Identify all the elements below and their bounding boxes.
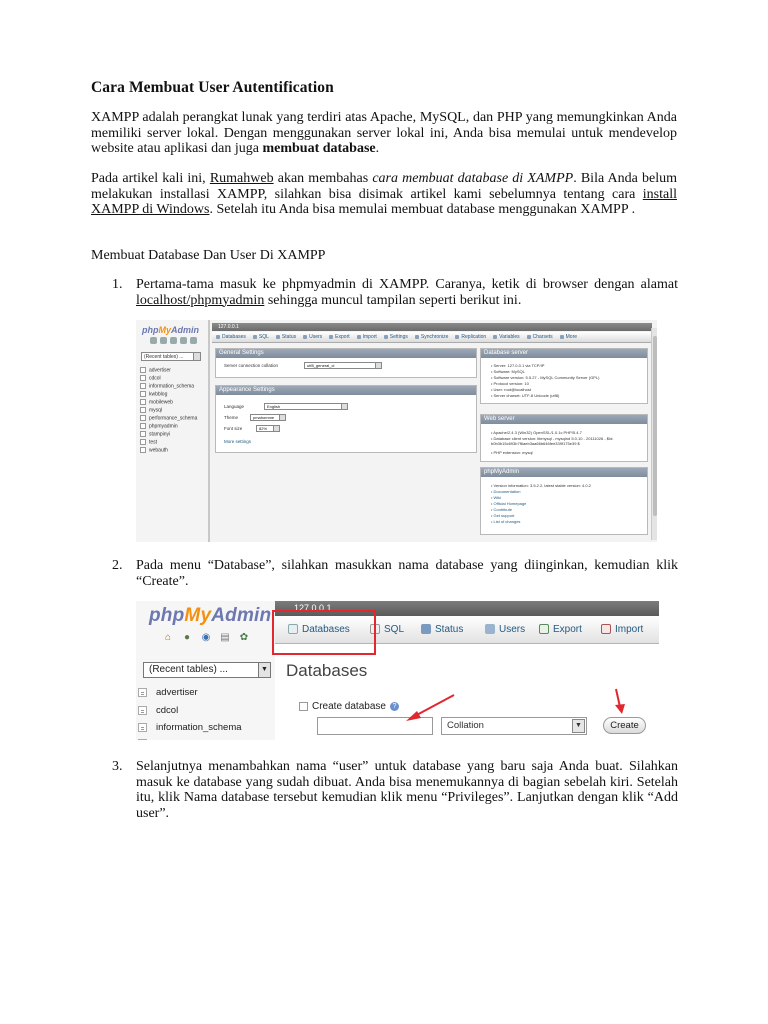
annotation-highlight-box: [272, 610, 376, 655]
bold-phrase: membuat database: [262, 141, 376, 156]
database-icon: [138, 723, 147, 732]
phpmyadmin-home-screenshot: [136, 320, 657, 542]
sidebar-db-item[interactable]: cdcol: [138, 705, 178, 717]
panel-title: Appearance Settings: [216, 386, 476, 395]
article-paragraph: Pada artikel kali ini, Rumahweb akan membahas cara membuat database di XAMPP. Bila Anda belum melakukan installasi XAMPP, silahkan bisa disimak artikel kami sebelumnya tentang cara install XAMPP di Windows. Setelah itu Anda bisa memulai membuat database menggunakan XAMPP .: [91, 171, 678, 217]
sidebar-db-item[interactable]: phpmyadmin: [140, 423, 178, 429]
step-number: 3.: [112, 759, 123, 774]
main-tabs: [212, 332, 652, 343]
tab-settings[interactable]: Settings: [384, 334, 408, 340]
collation-select[interactable]: Collation ▼: [441, 717, 587, 735]
database-icon: [138, 706, 147, 715]
sidebar-db-item[interactable]: information_schema: [140, 383, 194, 389]
intro-paragraph: XAMPP adalah perangkat lunak yang terdiri atas Apache, MySQL, dan PHP yang memungkinkan Anda memiliki server lokal. Dengan menggunakan server lokal ini, Anda bisa memulai untuk mendevelop website atau aplikasi dan juga membuat database.: [91, 110, 677, 156]
export-icon: [539, 624, 549, 634]
sidebar-db-item[interactable]: cdcol: [140, 375, 161, 381]
chevron-down-icon: ▼: [572, 719, 585, 733]
navigation-sidebar: [136, 320, 210, 542]
import-icon: [601, 624, 611, 634]
fontsize-label: Font size: [224, 426, 243, 431]
fontsize-select[interactable]: 82%: [256, 425, 280, 432]
step-number: 1.: [112, 277, 123, 292]
web-server-panel: [480, 414, 648, 462]
tab-export[interactable]: Export: [539, 624, 582, 635]
tab-sql[interactable]: SQL: [253, 334, 269, 340]
sidebar-db-item[interactable]: test: [140, 439, 157, 445]
exit-icon[interactable]: ●: [183, 632, 191, 643]
sidebar-db-item-partial[interactable]: [138, 738, 156, 740]
changes-link[interactable]: • List of changes: [491, 519, 520, 524]
support-link[interactable]: • Get support: [491, 513, 514, 518]
sidebar-db-item[interactable]: performance_schema: [140, 415, 197, 421]
collation-select[interactable]: utf8_general_ci: [304, 362, 382, 369]
settings-icon[interactable]: [190, 337, 197, 344]
navigation-sidebar: [136, 601, 275, 740]
sidebar-db-item[interactable]: advertiser: [138, 687, 198, 699]
tab-users[interactable]: Users: [303, 334, 322, 340]
rumahweb-link[interactable]: Rumahweb: [209, 171, 274, 186]
sidebar-db-item[interactable]: mysql: [140, 407, 162, 413]
more-settings-link[interactable]: More settings: [224, 439, 252, 444]
documentation-link[interactable]: • Documentation: [491, 489, 520, 494]
query-icon[interactable]: [170, 337, 177, 344]
phpmyadmin-logo: phpMyAdmin: [142, 325, 200, 335]
nav-icons: [150, 337, 197, 345]
tab-databases[interactable]: Databases: [216, 334, 246, 340]
users-icon: [485, 624, 495, 634]
database-server-panel: [480, 348, 648, 404]
step-text: Selanjutnya menambahkan nama “user” untuk database yang baru saja Anda buat. Silahkan masuk ke database yang sudah dibuat. Anda bisa menemukannya di bagian sebelah kiri. Setelah itu, klik Nama database tersebut kemudian klik menu “Privileges”. Lanjutkan dengan klik “Add user”.: [136, 759, 678, 821]
query-window-icon[interactable]: ◉: [201, 632, 211, 643]
tab-status[interactable]: Status: [421, 624, 463, 635]
tab-databases[interactable]: Databases: [288, 624, 350, 635]
theme-select[interactable]: pmahomme: [250, 414, 286, 421]
tab-import[interactable]: Import: [357, 334, 377, 340]
create-database-label: Create database ?: [299, 701, 399, 712]
tab-synchronize[interactable]: Synchronize: [415, 334, 449, 340]
step-text: Pada menu “Database”, silahkan masukkan nama database yang diinginkan, kemudian klik “Create”.: [136, 558, 678, 589]
info-item: • Apache/2.4.3 (Win32) OpenSSL/1.0.1c PHP/5.4.7: [491, 430, 582, 435]
scrollbar[interactable]: [651, 328, 657, 540]
info-item: • Software: MySQL: [491, 369, 525, 374]
info-item: • Version information: 3.5.2.2, latest stable version: 4.0.2: [491, 483, 591, 488]
panel-title: Database server: [481, 349, 647, 358]
create-db-icon: [299, 702, 308, 711]
info-item: • PHP extension: mysql: [491, 450, 533, 455]
step-text: Pertama-tama masuk ke phpmyadmin di XAMPP. Caranya, ketik di browser dengan alamat localhost/phpmyadmin sehingga muncul tampilan seperti berikut ini.: [136, 277, 678, 308]
recent-tables-select[interactable]: (Recent tables) ... ▼: [143, 662, 271, 678]
tab-replication[interactable]: Replication: [455, 334, 486, 340]
sidebar-db-item[interactable]: webauth: [140, 447, 168, 453]
databases-heading: Databases: [286, 661, 368, 680]
panel-title: phpMyAdmin: [481, 468, 647, 477]
tab-sql[interactable]: SQL: [370, 624, 404, 635]
section-heading: Membuat Database Dan User Di XAMPP: [91, 248, 326, 263]
docs-icon[interactable]: [180, 337, 187, 344]
sidebar-db-item[interactable]: mobileweb: [140, 399, 173, 405]
status-icon: [421, 624, 431, 634]
chevron-down-icon: [193, 352, 201, 361]
page-title: Cara Membuat User Autentification: [91, 79, 334, 96]
contribute-link[interactable]: • Contribute: [491, 507, 512, 512]
tab-import[interactable]: Import: [601, 624, 643, 635]
documentation-icon[interactable]: ▤: [220, 632, 230, 643]
recent-tables-select[interactable]: (Recent tables) ...: [141, 352, 201, 361]
sidebar-db-item[interactable]: stampinyi: [140, 431, 170, 437]
italic-phrase: cara membuat database di XAMPP: [372, 171, 574, 186]
database-icon: [138, 739, 147, 740]
arrow-to-create: [615, 689, 625, 714]
general-settings-panel: [215, 348, 477, 378]
home-icon[interactable]: [150, 337, 157, 344]
appearance-settings-panel: [215, 385, 477, 453]
step-number: 2.: [112, 558, 123, 573]
help-icon[interactable]: ?: [390, 702, 399, 711]
sidebar-db-item[interactable]: advertiser: [140, 367, 171, 373]
create-button[interactable]: Create: [603, 717, 646, 734]
panel-title: General Settings: [216, 349, 476, 358]
theme-label: Theme: [224, 415, 239, 420]
sidebar-db-item[interactable]: information_schema: [138, 722, 242, 734]
phpmyadmin-info-panel: [480, 467, 648, 535]
panel-title: Web server: [481, 415, 647, 424]
phpmyadmin-url-link[interactable]: localhost/phpmyadmin: [136, 292, 265, 308]
tab-variables[interactable]: Variables: [493, 334, 519, 340]
server-breadcrumb[interactable]: 127.0.0.1: [212, 323, 652, 331]
tab-more[interactable]: More: [560, 334, 577, 340]
tab-status[interactable]: Status: [276, 334, 296, 340]
tab-charsets[interactable]: Charsets: [527, 334, 553, 340]
info-item: • Protocol version: 10: [491, 381, 529, 386]
nav-icons: [162, 632, 250, 644]
tab-export[interactable]: Export: [329, 334, 349, 340]
create-database-screenshot: [136, 601, 659, 740]
info-item: • Server: 127.0.0.1 via TCP/IP: [491, 363, 544, 368]
language-label: Language: [224, 404, 245, 409]
home-icon[interactable]: ⌂: [164, 632, 172, 643]
info-item: • Server charset: UTF-8 Unicode (utf8): [491, 393, 559, 398]
database-icon: [138, 688, 147, 697]
server-breadcrumb[interactable]: 127.0.0.1: [275, 601, 659, 616]
settings-icon[interactable]: ✿: [239, 632, 249, 643]
tab-users[interactable]: Users: [485, 624, 525, 635]
info-item: • User: root@localhost: [491, 387, 531, 392]
info-item: • Database client version: libmysql - mysqlnd 5.0.10 - 20111026 - $Id: b0b3b15c693b7f6aeb3aa66b646fee339f175e39 $: [491, 436, 641, 446]
install-xampp-link[interactable]: install XAMPP di Windows: [91, 186, 677, 217]
collation-label: Server connection collation: [224, 363, 279, 368]
database-name-input[interactable]: [317, 717, 433, 735]
language-select[interactable]: English: [264, 403, 348, 410]
sidebar-db-item[interactable]: kwbblog: [140, 391, 167, 397]
exit-icon[interactable]: [160, 337, 167, 344]
info-item: • Software version: 5.5.27 - MySQL Community Server (GPL): [491, 375, 599, 380]
wiki-link[interactable]: • Wiki: [491, 495, 501, 500]
homepage-link[interactable]: • Official Homepage: [491, 501, 526, 506]
phpmyadmin-logo: phpMyAdmin: [149, 605, 272, 626]
chevron-down-icon: ▼: [258, 662, 271, 678]
